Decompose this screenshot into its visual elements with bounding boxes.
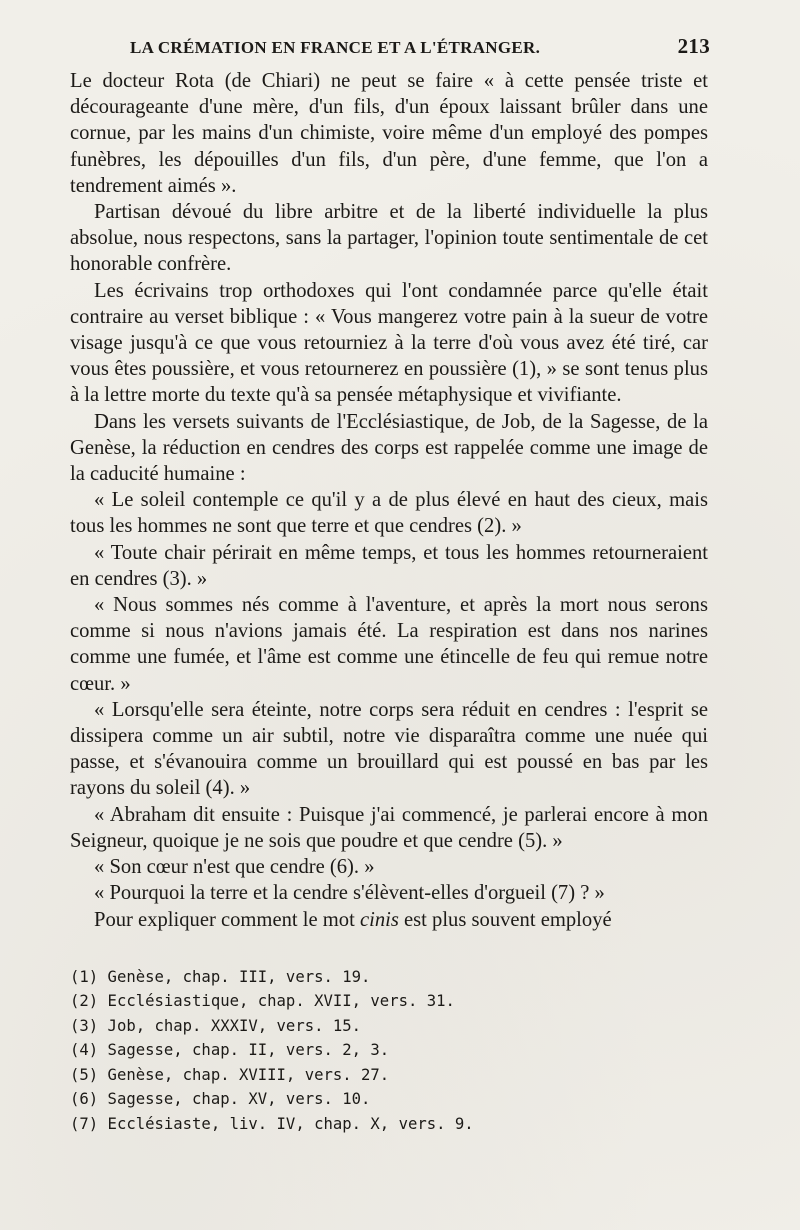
- quote-eteinte: « Lorsqu'elle sera éteinte, notre corps sera réduit en cendres : l'esprit se dissipera comme un air subtil, notre vie disparaîtra comme une nuée qui passe, et s'évanouira comme un brouillard qui est poussé en bas par les rayons du soleil (4). »: [70, 698, 708, 800]
- running-title: LA CRÉMATION EN FRANCE ET A L'ÉTRANGER.: [130, 38, 541, 57]
- quote-nes: « Nous sommes nés comme à l'aventure, et après la mort nous serons comme si nous n'avions jamais été. La respiration est dans nos narines comme une fumée, et l'âme est comme une étincelle de feu qui remue notre cœur. »: [70, 594, 708, 695]
- cinis-word: cinis: [359, 908, 399, 931]
- footnote-1: (1) Genèse, chap. III, vers. 19.: [70, 967, 371, 986]
- page-number: 213: [677, 34, 710, 58]
- paragraph-rota: Le docteur Rota (de Chiari) ne peut se faire « à cette pensée triste et décourageante d'une mère, d'un fils, d'un époux laissant brûler dans une cornue, par les mains d'un chimiste, voire même d'un employé des pompes funèbres, les dépouilles d'un fils, d'un père, d'une femme, que l'on a tendrement aimés ».: [70, 70, 708, 197]
- footnote-3: (3) Job, chap. XXXIV, vers. 15.: [70, 1016, 362, 1035]
- footnotes: [70, 965, 708, 1137]
- running-head: [70, 34, 708, 68]
- paragraph-partisan: Partisan dévoué du libre arbitre et de la liberté individuelle la plus absolue, nous respectons, sans la partager, l'opinion toute sentimentale de cet honorable confrère.: [70, 201, 708, 276]
- paragraph-cinis: [70, 907, 708, 933]
- footnote-6: (6) Sagesse, chap. XV, vers. 10.: [70, 1090, 371, 1109]
- quote-abraham: « Abraham dit ensuite : Puisque j'ai commencé, je parlerai encore à mon Seigneur, quoique je ne sois que poudre et que cendre (5). »: [70, 803, 708, 852]
- cinis-text-before: Pour expliquer comment le mot: [94, 908, 360, 931]
- footnote-4: (4) Sagesse, chap. II, vers. 2, 3.: [70, 1041, 390, 1060]
- body-text: [70, 68, 708, 933]
- paragraph-versets: Dans les versets suivants de l'Ecclésiastique, de Job, de la Sagesse, de la Genèse, la réduction en cendres des corps est rappelée comme une image de la caducité humaine :: [70, 410, 708, 486]
- footnote-2: (2) Ecclésiastique, chap. XVII, vers. 31.: [70, 992, 455, 1011]
- quote-chair: « Toute chair périrait en même temps, et tous les hommes retourneraient en cendres (3). »: [70, 541, 708, 590]
- quote-coeur: « Son cœur n'est que cendre (6). »: [94, 856, 375, 879]
- cinis-text-after: est plus souvent employé: [398, 908, 612, 931]
- paragraph-ecrivains: Les écrivains trop orthodoxes qui l'ont condamnée parce qu'elle était contraire au verset biblique : « Vous mangerez votre pain à la sueur de votre visage jusqu'à ce que vous retourniez à la terre d'où vous avez été tiré, car vous êtes poussière, et vous retournerez en poussière (1), » se sont tenus plus à la lettre morte du texte qu'à sa pensée métaphysique et vivifiante.: [70, 279, 708, 407]
- quote-soleil: « Le soleil contemple ce qu'il y a de plus élevé en haut des cieux, mais tous les hommes ne sont que terre et que cendres (2). »: [70, 489, 708, 538]
- footnote-7: (7) Ecclésiaste, liv. IV, chap. X, vers. 9.: [70, 1114, 474, 1133]
- footnote-5: (5) Genèse, chap. XVIII, vers. 27.: [70, 1065, 390, 1084]
- quote-orgueil: « Pourquoi la terre et la cendre s'élèvent-elles d'orgueil (7) ? »: [94, 882, 605, 905]
